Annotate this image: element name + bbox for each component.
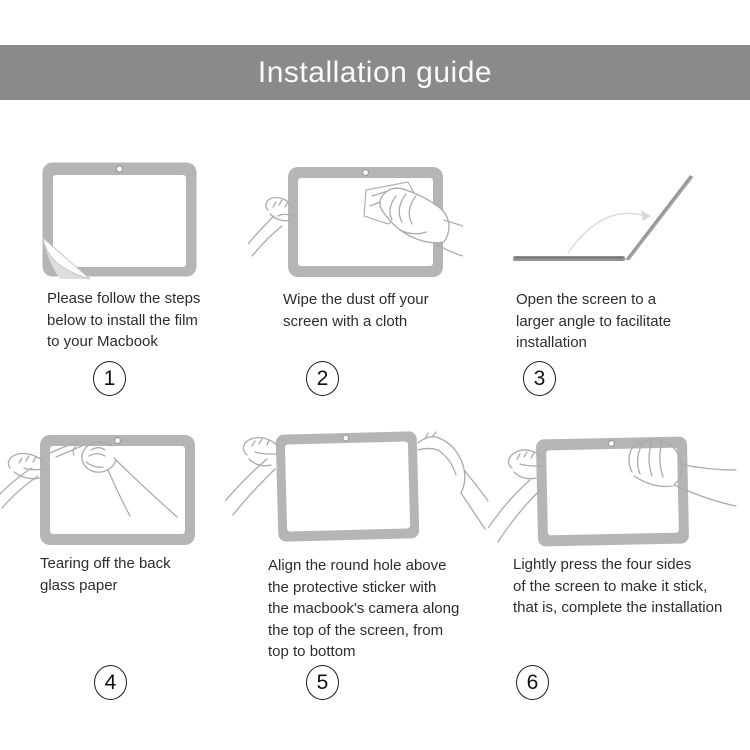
tearing-back-paper-illustration bbox=[0, 426, 240, 550]
caption-line: Align the round hole above bbox=[268, 557, 447, 574]
caption-line: the protective sticker with bbox=[268, 578, 437, 596]
step-6-caption bbox=[513, 554, 722, 619]
caption-line: top to bottom bbox=[268, 643, 356, 660]
step-number-badge: 6 bbox=[516, 665, 549, 700]
caption-line: screen with a cloth bbox=[283, 312, 408, 330]
caption-line: larger angle to facilitate bbox=[516, 312, 672, 330]
caption-line: the macbook's camera along bbox=[268, 600, 460, 617]
caption-line: below to install the film bbox=[47, 311, 198, 329]
page-title: Installation guide bbox=[257, 55, 493, 89]
caption-line: Tearing off the back bbox=[40, 555, 171, 572]
film-sheet-peeled-corner-illustration bbox=[42, 162, 197, 280]
step-number-badge: 4 bbox=[94, 665, 127, 700]
step-2-caption bbox=[283, 289, 429, 332]
caption-line: of the screen to make it stick, bbox=[513, 577, 708, 595]
wipe-screen-with-cloth-illustration bbox=[248, 158, 463, 283]
caption-line: the top of the screen, from bbox=[268, 621, 444, 639]
caption-line: Please follow the steps bbox=[47, 290, 201, 307]
step-5-caption bbox=[268, 555, 459, 663]
align-film-with-camera-illustration bbox=[225, 423, 490, 545]
step-3-caption bbox=[516, 289, 671, 354]
caption-line: to your Macbook bbox=[47, 333, 158, 350]
caption-line: Open the screen to a bbox=[516, 291, 657, 308]
step-4-caption bbox=[40, 553, 171, 596]
caption-line: installation bbox=[516, 334, 587, 351]
laptop-opened-wide-angle-illustration bbox=[502, 165, 702, 265]
caption-line: Lightly press the four sides bbox=[513, 556, 692, 573]
press-four-sides-illustration bbox=[488, 428, 738, 556]
step-number-badge: 5 bbox=[306, 665, 339, 700]
caption-line: glass paper bbox=[40, 576, 118, 594]
step-number-badge: 3 bbox=[523, 361, 556, 396]
header-banner bbox=[0, 45, 750, 100]
step-number-badge: 2 bbox=[306, 361, 339, 396]
caption-line: that is, complete the installation bbox=[513, 599, 723, 616]
step-number-badge: 1 bbox=[93, 361, 126, 396]
step-1-caption bbox=[47, 288, 200, 353]
caption-line: Wipe the dust off your bbox=[283, 291, 429, 308]
